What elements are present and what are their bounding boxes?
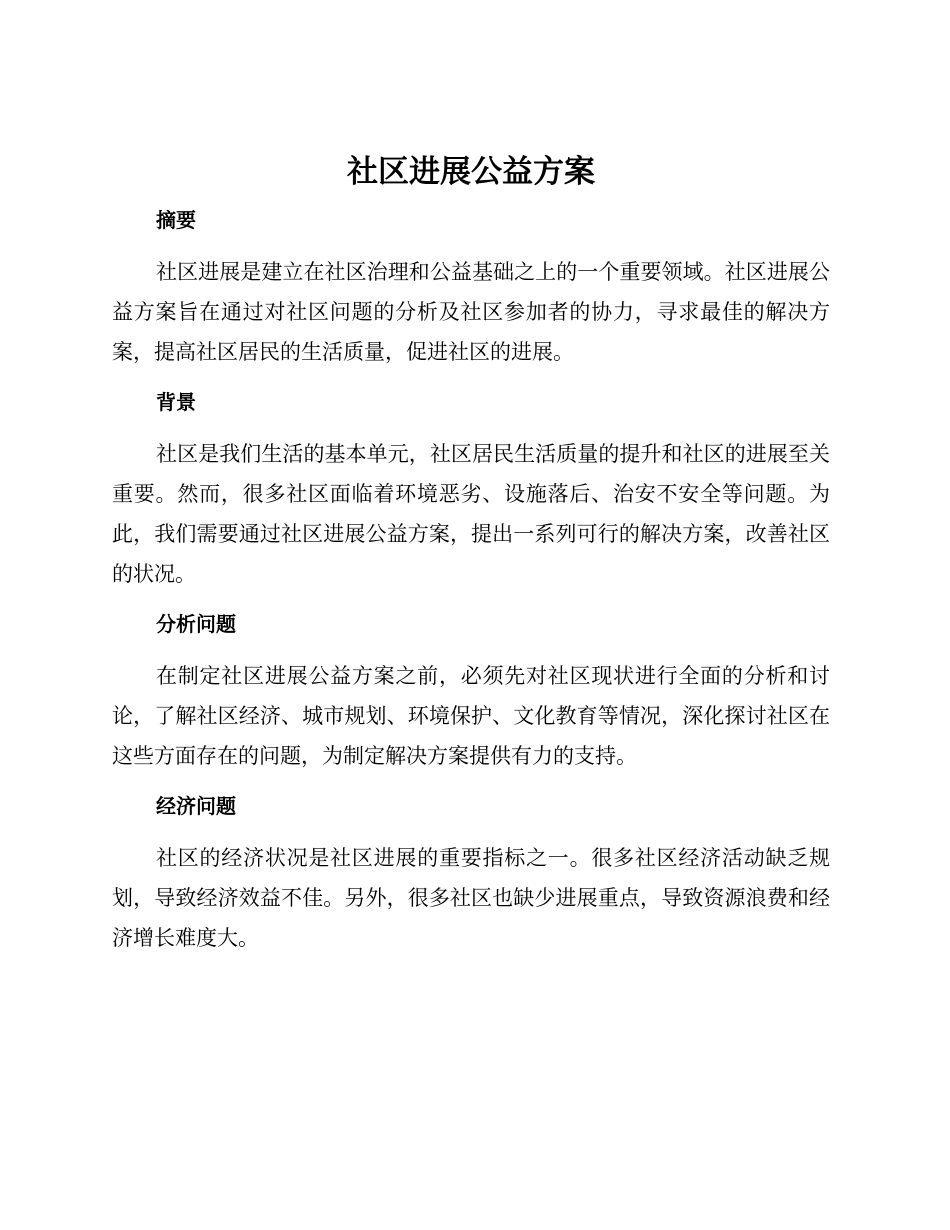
section-paragraph: 在制定社区进展公益方案之前，必须先对社区现状进行全面的分析和讨论，了解社区经济、城市规划、环境保护、文化教育等情况，深化探讨社区在这些方面存在的问题，为制定解决方案提供有力的支持。	[112, 664, 830, 768]
section-paragraph: 社区的经济状况是社区进展的重要指标之一。很多社区经济活动缺乏规划，导致经济效益不佳。另外，很多社区也缺少进展重点，导致资源浪费和经济增长难度大。	[112, 846, 830, 950]
section-abstract	[112, 206, 830, 372]
document-title: 社区进展公益方案	[347, 154, 595, 190]
section-economic-issues	[112, 792, 830, 958]
section-problem-analysis	[112, 610, 830, 776]
section-background	[112, 388, 830, 594]
section-paragraph: 社区进展是建立在社区治理和公益基础之上的一个重要领域。社区进展公益方案旨在通过对社区问题的分析及社区参加者的协力，寻求最佳的解决方案，提高社区居民的生活质量，促进社区的进展。	[112, 260, 830, 364]
section-heading: 背景	[156, 390, 196, 414]
section-heading: 摘要	[156, 208, 196, 232]
section-heading: 经济问题	[156, 794, 236, 818]
section-paragraph: 社区是我们生活的基本单元，社区居民生活质量的提升和社区的进展至关重要。然而，很多社区面临着环境恶劣、设施落后、治安不安全等问题。为此，我们需要通过社区进展公益方案，提出一系列可行的解决方案，改善社区的状况。	[112, 442, 830, 586]
section-heading: 分析问题	[156, 612, 236, 636]
document-body	[112, 150, 830, 958]
